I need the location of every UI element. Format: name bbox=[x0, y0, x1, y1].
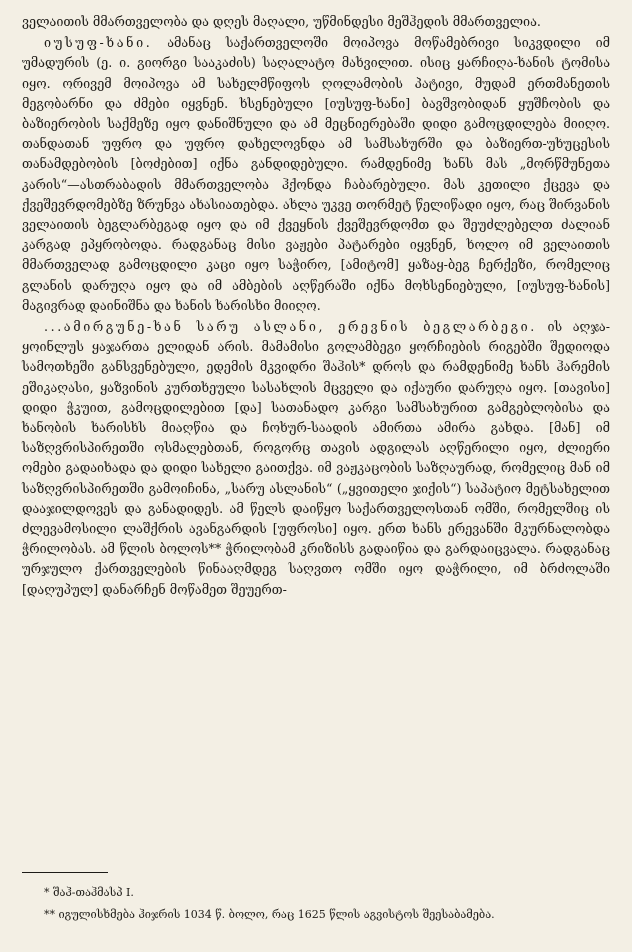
entry-name-yusuf-khan: იუსუფ-ხანი. bbox=[44, 35, 153, 51]
entry-name-amirgune-khan: ...ამირგუნე-ხან სარუ ასლანი, ერევნის ბეგლარბეგი. bbox=[44, 319, 537, 335]
paragraph-body: ამანაც საქართველოში მოიპოვა მოწამებრივი სიკვდილი იმ უმადურის (ე. ი. გიორგი სააკაძის) საღალატო მახვილით. ისიც ყარჩიღა-ხანის ტომისა იყო. ორივემ მოიპოვა ამ სახელმწიფოს ღოლამობის პატივი, მუდამ ერთმანეთის მეგობარნი და ძმები იყვნენ. ხსენებული [იუსუფ-ხანი] ბავშვობიდან ყუშჩობის და ბაზიერობის საქმეზე იყო დანიშნული და ამ მეცნიერებაში დიდი გამოცდილება მიიღო. თანდათან უფრო და უფრო დახელოვნდა ამ სამსახურში და ბაზიერთ-უხუცესის თანამდებობის [ბოძებით] იქნა განდიდებული. რამდენიმე ხანს მას „მორწმუნეთა კარის“—ასთრაბადის მმართველობა ჰქონდა ჩაბარებული. მას კეთილი ქცევა და ქვეშევრდომებზე ზრუნვა ახასიათებდა. ახლა უკვე თორმეტ წელიწადი იყო, რაც შირვანის ველაითის ბეგლარბეგად იყო და იმ ქვეყნის ქვეშევრდომთ და შეუძლებელთ ძალიან კარგად ეპყრობოდა. რადგანაც მისი ვაჟები პატარები იყვნენ, ხოლო იმ ველაითის მმართველად გამოცდილი კაცი იყო საჭირო, [ამიტომ] ყაზაყ-ბეგ ჩერქეზი, რომელიც გლანის დარუღა იყო და იმ ამბების აღწერაში იქნა მოხსენიებული, [იუსუფ-ხანის] მაგივრად დაინიშნა და ხანის ხარისხი მიიღო. bbox=[22, 35, 610, 313]
paragraph-continuation: ველაითის მმართველობა და დღეს მაღალი, უწმინდესი მეშჰედის მმართველია. bbox=[22, 14, 541, 29]
paragraph-amirgune-khan bbox=[22, 317, 610, 600]
paragraph-yusuf-khan bbox=[22, 33, 610, 316]
footnotes bbox=[44, 882, 614, 926]
footnote-2: ** იგულისხმება ჰიჯრის 1034 წ. ბოლო, რაც 1625 წლის აგვისტოს შეესაბამება. bbox=[44, 908, 495, 921]
footnote-divider bbox=[22, 872, 108, 873]
paragraph-body: ის აღჯა-ყოინლუს ყაჯართა ელიდან არის. მამამისი გოლამბეგი ყორჩიების რიგებში შედიოდა სამოთხეში განსვენებული, ედემის მკვიდრი შაჰის* დროს და რამდენიმე ხანს ჰარემის ეშიკაღასი, ყაზვინის კურთხეული სასახლის მცველი და იქაური დარუღა იყო. [თავისი] დიდი ჭკუით, გამოცდილებით [და] სათანადო კარგი სამსახურით გამგებლობისა და ხანობის ხარისხს მიაღწია და ჩოხურ-საადის ამირთა ამირა გახდა. [მან] იმ საზღვრისპირეთში ოსმალებთან, როგორც თავის ადგილას აღწერილი იყო, ძლიერი ომები გადაიხადა და დიდი სახელი გაითქვა. იმ ვაჟკაცობის საზღაურად, რომელიც მან იმ საზღვრისპირეთში გამოიჩინა, „სარუ ასლანის“ („ყვითელი ჯიქის“) საპატიო მეტსახელით დააჯილდოვეს და განადიდეს. ამ წელს დაიწყო საქართველოსთან ომში, რომელშიც ის ძლევამოსილი ლაშქრის ავანგარდის [უფროსი] იყო. ერთ ხანს ერევანში მკურნალობდა ჭრილობას. ამ წლის ბოლოს** ჭრილობამ კრიზისს გადაიწია და გარდაიცვალა. რადგანაც ურჯულო ქართველების წინააღმდეგ საღვთო ომში იყო დაჭრილი, იმ ბრძოლაში [დაღუპულ] დანარჩენ მოწამეთ შეუერთ- bbox=[22, 319, 610, 597]
footnote-1: * შაჰ-თაჰმასპ I. bbox=[44, 886, 134, 899]
body-text bbox=[22, 12, 610, 600]
